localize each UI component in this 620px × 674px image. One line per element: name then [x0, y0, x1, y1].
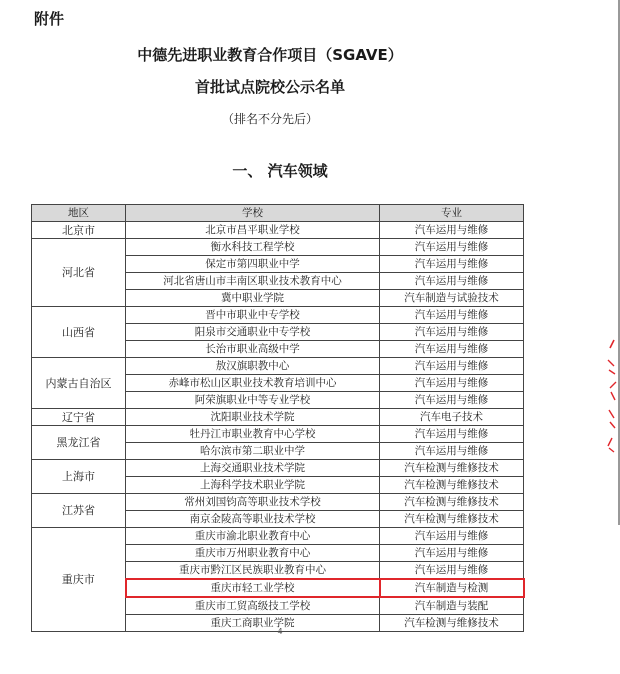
school-cell: 重庆市渝北职业教育中心	[126, 528, 380, 545]
attachment-label: 附件	[34, 10, 65, 28]
major-cell: 汽车检测与维修技术	[380, 511, 524, 528]
school-cell: 北京市昌平职业学校	[126, 222, 380, 239]
region-cell: 江苏省	[32, 494, 126, 528]
major-cell: 汽车运用与维修	[380, 392, 524, 409]
page-number: 4	[277, 627, 283, 636]
table-row	[32, 426, 524, 443]
school-cell: 哈尔滨市第二职业中学	[126, 443, 380, 460]
school-cell: 沈阳职业技术学院	[126, 409, 380, 426]
table-body	[32, 222, 524, 632]
school-cell: 南京金陵高等职业技术学校	[126, 511, 380, 528]
school-cell: 重庆工商职业学院	[126, 615, 380, 632]
major-cell: 汽车运用与维修	[380, 307, 524, 324]
school-cell: 晋中市职业中专学校	[126, 307, 380, 324]
major-cell: 汽车运用与维修	[380, 341, 524, 358]
region-cell: 辽宁省	[32, 409, 126, 426]
title-line-1: 中德先进职业教育合作项目（SGAVE）	[137, 46, 403, 64]
major-cell: 汽车检测与维修技术	[380, 615, 524, 632]
table-row	[32, 460, 524, 477]
header-major: 专业	[380, 205, 524, 222]
region-cell: 河北省	[32, 239, 126, 307]
school-cell: 常州刘国钧高等职业技术学校	[126, 494, 380, 511]
school-cell: 牡丹江市职业教育中心学校	[126, 426, 380, 443]
major-cell: 汽车检测与维修技术	[380, 477, 524, 494]
table-row	[32, 358, 524, 375]
school-cell: 上海交通职业技术学院	[126, 460, 380, 477]
region-cell: 上海市	[32, 460, 126, 494]
major-cell: 汽车运用与维修	[380, 239, 524, 256]
major-cell: 汽车运用与维修	[380, 324, 524, 341]
major-cell: 汽车运用与维修	[380, 562, 524, 580]
section-heading: 一、 汽车领域	[232, 162, 328, 180]
major-cell: 汽车电子技术	[380, 409, 524, 426]
school-cell: 敖汉旗职教中心	[126, 358, 380, 375]
header-school: 学校	[126, 205, 380, 222]
major-cell: 汽车运用与维修	[380, 426, 524, 443]
region-cell: 山西省	[32, 307, 126, 358]
major-cell: 汽车制造与检测	[380, 579, 524, 597]
table-header-row	[32, 205, 524, 222]
table-row	[32, 222, 524, 239]
title-line-2: 首批试点院校公示名单	[194, 78, 345, 96]
school-cell: 长治市职业高级中学	[126, 341, 380, 358]
region-cell: 内蒙古自治区	[32, 358, 126, 409]
school-cell: 赤峰市松山区职业技术教育培训中心	[126, 375, 380, 392]
table-row	[32, 494, 524, 511]
major-cell: 汽车运用与维修	[380, 545, 524, 562]
major-cell: 汽车运用与维修	[380, 256, 524, 273]
school-cell: 河北省唐山市丰南区职业技术教育中心	[126, 273, 380, 290]
school-cell: 上海科学技术职业学院	[126, 477, 380, 494]
school-cell: 阳泉市交通职业中专学校	[126, 324, 380, 341]
major-cell: 汽车运用与维修	[380, 528, 524, 545]
header-region: 地区	[32, 205, 126, 222]
major-cell: 汽车运用与维修	[380, 375, 524, 392]
school-list-table	[31, 204, 525, 632]
region-cell: 北京市	[32, 222, 126, 239]
school-cell: 冀中职业学院	[126, 290, 380, 307]
table-row	[32, 528, 524, 545]
table-row	[32, 239, 524, 256]
region-cell: 黑龙江省	[32, 426, 126, 460]
school-cell: 重庆市工贸高级技工学校	[126, 597, 380, 615]
red-seal-fragment	[600, 330, 620, 460]
school-cell: 保定市第四职业中学	[126, 256, 380, 273]
major-cell: 汽车制造与试验技术	[380, 290, 524, 307]
school-cell: 重庆市万州职业教育中心	[126, 545, 380, 562]
major-cell: 汽车运用与维修	[380, 273, 524, 290]
title-note: （排名不分先后）	[221, 112, 318, 126]
major-cell: 汽车检测与维修技术	[380, 494, 524, 511]
school-cell: 重庆市轻工业学校	[126, 579, 380, 597]
major-cell: 汽车运用与维修	[380, 358, 524, 375]
major-cell: 汽车检测与维修技术	[380, 460, 524, 477]
major-cell: 汽车运用与维修	[380, 222, 524, 239]
major-cell: 汽车运用与维修	[380, 443, 524, 460]
table-row	[32, 409, 524, 426]
region-cell: 重庆市	[32, 528, 126, 632]
school-cell: 阿荣旗职业中等专业学校	[126, 392, 380, 409]
table-row	[32, 307, 524, 324]
school-cell: 衡水科技工程学校	[126, 239, 380, 256]
major-cell: 汽车制造与装配	[380, 597, 524, 615]
school-cell: 重庆市黔江区民族职业教育中心	[126, 562, 380, 580]
